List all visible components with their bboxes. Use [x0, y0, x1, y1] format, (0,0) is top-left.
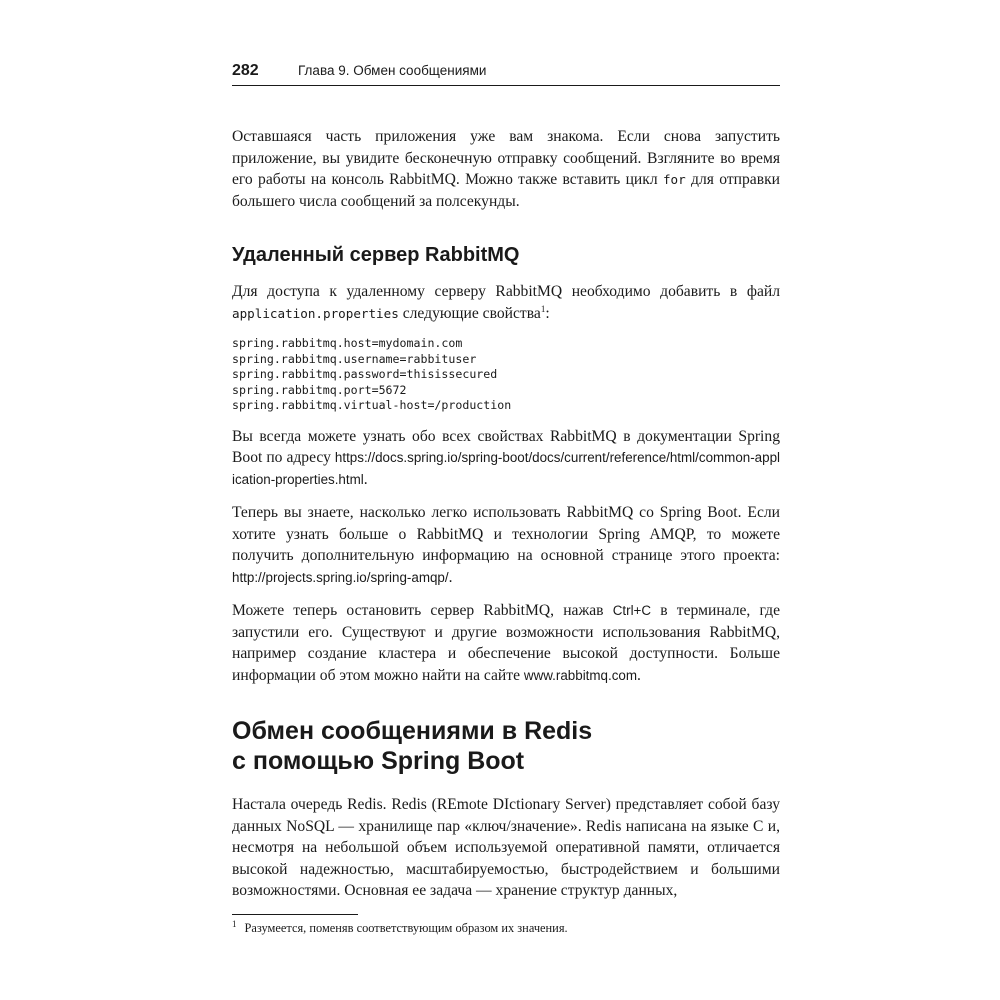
paragraph-intro: [232, 126, 780, 212]
code-line: spring.rabbitmq.host=mydomain.com: [232, 336, 463, 350]
book-page: [232, 62, 780, 936]
footnote-divider: [232, 914, 358, 915]
code-line: spring.rabbitmq.username=rabbituser: [232, 351, 477, 366]
footnote-reference[interactable]: 1: [540, 303, 546, 314]
heading-line: с помощью Spring Boot: [232, 747, 525, 776]
footnote: [232, 920, 780, 936]
footnote-mark: 1: [232, 918, 237, 929]
key-combination: Ctrl+C: [612, 603, 652, 619]
heading-redis-section: [232, 716, 780, 776]
paragraph-text: Для доступа к удаленному серверу RabbitMQ необходимо добавить в файл: [232, 283, 780, 300]
paragraph-remote-access: [232, 281, 780, 324]
rabbitmq-site-link[interactable]: www.rabbitmq.com: [523, 667, 638, 683]
paragraph-text: Можете теперь остановить сервер RabbitMQ, нажав: [232, 602, 613, 620]
paragraph-spring-amqp: [232, 502, 780, 588]
paragraph-stop-server: [232, 600, 780, 686]
page-number: 282: [232, 62, 259, 79]
paragraph-text: в терминале, где запустили его. Существуют и другие возможности использования RabbitMQ, например создание кластера и обеспечение высокой доступности. Больше информации об этом можно найти на сайте: [232, 602, 780, 684]
paragraph-text: .: [637, 666, 641, 684]
paragraph-redis-intro: Настала очередь Redis. Redis (REmote DIctionary Server) представляет собой базу данных NoSQL — хранилище пар «ключ/значение». Redis написана на языке C и, несмотря на небольшой объем используемой оперативной памяти, отличается высокой надежностью, масштабируемостью, быстродействием и большими возможностями. Основная ее задача — хранение структур данных,: [232, 796, 780, 900]
paragraph-text: следующие свойства: [398, 304, 541, 322]
running-header: [232, 62, 780, 86]
code-block-properties: [232, 336, 780, 414]
paragraph-text: .: [363, 470, 368, 488]
spring-amqp-link[interactable]: http://projects.spring.io/spring-amqp/: [232, 569, 449, 585]
inline-code-filename: application.properties: [232, 305, 399, 321]
docs-link[interactable]: https://docs.spring.io/spring-boot/docs/current/reference/html/common-application-properties.html: [232, 450, 780, 487]
paragraph-text: Теперь вы знаете, насколько легко использовать RabbitMQ со Spring Boot. Если хотите узнать больше о RabbitMQ и технологии Spring AMQP, то можете получить дополнительную информацию на основной странице этого проекта:: [232, 504, 780, 565]
paragraph-docs: [232, 426, 780, 491]
paragraph-text: .: [448, 568, 453, 586]
paragraph-text: Оставшаяся часть приложения уже вам знакома. Если снова запустить приложение, вы увидите бесконечную отправку сообщений. Взгляните во время его работы на консоль RabbitMQ. Можно также вставить цикл: [232, 128, 780, 188]
paragraph-text: Вы всегда можете узнать обо всех свойствах RabbitMQ в документации Spring Boot по адресу: [232, 427, 780, 467]
inline-code-for: for: [662, 172, 686, 187]
chapter-title: Глава 9. Обмен сообщениями: [298, 63, 487, 78]
code-line: spring.rabbitmq.password=thisissecured: [232, 367, 498, 382]
heading-remote-server: Удаленный сервер RabbitMQ: [232, 244, 520, 266]
code-line: spring.rabbitmq.virtual-host=/production: [232, 398, 512, 413]
paragraph-text: для отправки большего числа сообщений за полсекунды.: [232, 171, 780, 210]
heading-line: Обмен сообщениями в Redis: [232, 717, 593, 746]
code-line: spring.rabbitmq.port=5672: [232, 382, 407, 397]
footnote-text: Разумеется, поменяв соответствующим образом их значения.: [244, 920, 568, 935]
paragraph-text: :: [545, 304, 550, 322]
